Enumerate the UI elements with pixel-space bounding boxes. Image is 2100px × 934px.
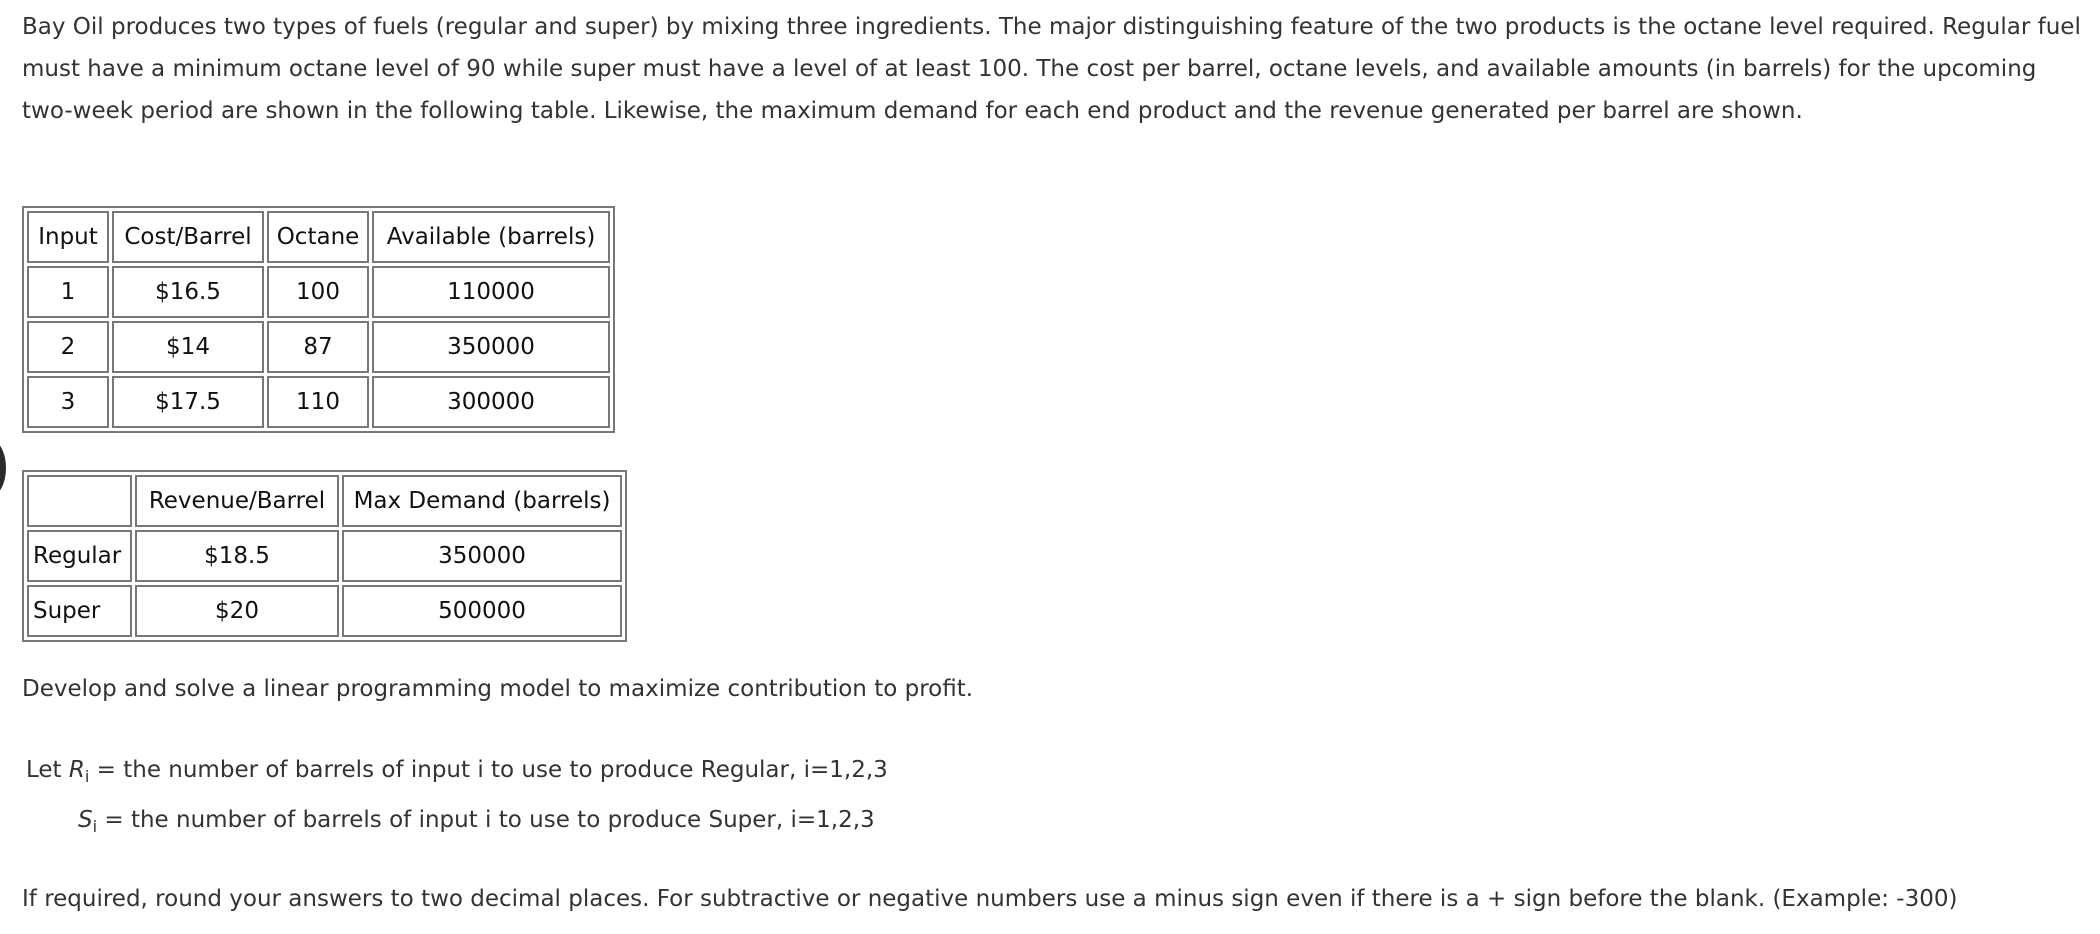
inputs-table [22, 206, 615, 433]
input-octane: 87 [267, 321, 369, 373]
input-available: 110000 [372, 266, 610, 318]
edge-decoration [0, 440, 6, 496]
definition-regular [26, 755, 888, 792]
variable-s: S [78, 807, 93, 833]
product-name: Super [27, 585, 132, 637]
definition-super-text: = the number of barrels of input i to use to produce Super, i=1,2,3 [104, 807, 875, 833]
header-product [27, 475, 132, 527]
table-row [27, 266, 610, 318]
table-header-row [27, 211, 610, 263]
input-available: 350000 [372, 321, 610, 373]
rounding-instruction: If required, round your answers to two decimal places. For subtractive or negative numbers use a minus sign even if there is a + sign before the blank. (Example: -300) [22, 886, 1958, 912]
header-revenue-barrel: Revenue/Barrel [135, 475, 339, 527]
table-row [27, 530, 622, 582]
table-row [27, 376, 610, 428]
input-cost: $17.5 [112, 376, 264, 428]
product-revenue: $20 [135, 585, 339, 637]
header-input: Input [27, 211, 109, 263]
let-word: Let [26, 757, 62, 783]
input-id: 3 [27, 376, 109, 428]
input-cost: $16.5 [112, 266, 264, 318]
input-id: 1 [27, 266, 109, 318]
product-max-demand: 500000 [342, 585, 622, 637]
variable-s-subscript: i [92, 817, 98, 836]
input-cost: $14 [112, 321, 264, 373]
input-octane: 110 [267, 376, 369, 428]
header-available: Available (barrels) [372, 211, 610, 263]
product-name: Regular [27, 530, 132, 582]
table-row [27, 321, 610, 373]
header-cost-barrel: Cost/Barrel [112, 211, 264, 263]
product-max-demand: 350000 [342, 530, 622, 582]
intro-paragraph: Bay Oil produces two types of fuels (regular and super) by mixing three ingredients. The major distinguishing feature of the two products is the octane level required. Regular fuel must have a minimum octane level of 90 while super must have a level of at least 100. The cost per barrel, octane levels, and available amounts (in barrels) for the upcoming two-week period are shown in the following table. Likewise, the maximum demand for each end product and the revenue generated per barrel are shown. [22, 14, 2081, 124]
header-max-demand: Max Demand (barrels) [342, 475, 622, 527]
input-octane: 100 [267, 266, 369, 318]
variable-r: R [68, 757, 85, 783]
product-revenue: $18.5 [135, 530, 339, 582]
variable-r-subscript: i [84, 767, 90, 786]
products-table [22, 470, 627, 642]
definition-regular-text: = the number of barrels of input i to use to produce Regular, i=1,2,3 [96, 757, 888, 783]
table-row [27, 585, 622, 637]
input-id: 2 [27, 321, 109, 373]
definition-super [78, 805, 875, 842]
input-available: 300000 [372, 376, 610, 428]
develop-instruction: Develop and solve a linear programming model to maximize contribution to profit. [22, 676, 974, 702]
problem-content [22, 6, 2082, 912]
table-header-row [27, 475, 622, 527]
header-octane: Octane [267, 211, 369, 263]
